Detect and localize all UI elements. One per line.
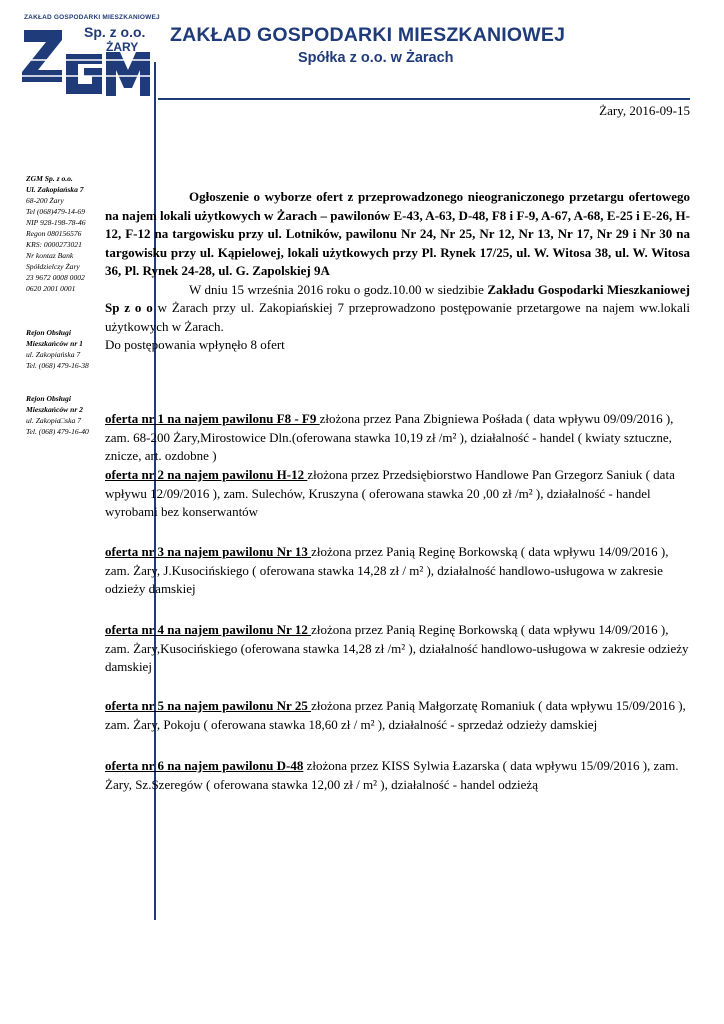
sidebar-line: Tel. (068) 479-16-40	[26, 427, 89, 436]
offer-label: oferta nr 2 na najem pawilonu H-12	[105, 467, 308, 482]
company-name: Zakładu Gospodarki Mieszkaniowej Sp z o o	[105, 281, 690, 315]
logo-top-text: ZAKŁAD GOSPODARKI MIESZKANIOWEJ	[24, 14, 160, 21]
logo-company-form: Sp. z o.o.	[84, 24, 146, 40]
header-divider	[158, 98, 690, 100]
company-logo	[22, 14, 162, 98]
offer-text: złożona przez Panią Małgorzatę Romaniuk ( data wpływu 15/09/2016 ), zam. Żary, Pokoju ( oferowana stawka 18,60 zł / m² ), działalność - sprzedaż odzieży damskiej	[105, 698, 686, 732]
offer-text: złożona przez KISS Sylwia Łazarska ( data wpływu 15/09/2016 ), zam. Żary, Sz.Szeregów ( oferowana stawka 12,00 zł / m² ), działalność - handel odzieżą	[105, 758, 679, 792]
sidebar-line: 23 9672 0008 0002	[26, 273, 85, 282]
offer-label: oferta nr 4 na najem pawilonu Nr 12	[105, 622, 312, 637]
offer-label: oferta nr 5 na najem pawilonu Nr 25	[105, 698, 312, 713]
offer-item	[105, 410, 690, 466]
logo-city: ŻARY	[106, 40, 139, 54]
offer-item	[105, 621, 690, 677]
paragraph-start: W dniu 15 września 2016 roku o godz.10.00 w siedzibie	[189, 281, 488, 297]
offers-count: Do postępowania wpłynęło 8 ofert	[105, 337, 285, 352]
sidebar-line: 68-200 Żary	[26, 196, 64, 205]
offer-item	[105, 466, 690, 522]
header-title: ZAKŁAD GOSPODARKI MIESZKANIOWEJ	[170, 24, 566, 46]
sidebar-line: NIP 928-198-78-46	[26, 218, 86, 227]
sidebar-line: Tel (068)479-14-69	[26, 207, 85, 216]
sidebar-line: Ul. Zakopiańska 7	[26, 185, 84, 194]
sidebar-line: 0620 2001 0001	[26, 284, 76, 293]
paragraph-end: w Żarach przy ul. Zakopiańskiej 7 przeprowadzono postępowanie przetargowe na najem ww.lokali użytkowych w Żarach.	[105, 300, 690, 334]
sidebar-line: Rejon Obsługi	[26, 328, 71, 337]
offer-item	[105, 697, 690, 734]
header-subtitle: Spółka z o.o. w Żarach	[298, 50, 454, 66]
offer-text: złożona przez Przedsiębiorstwo Handlowe Pan Grzegorz Saniuk ( data wpływu 12/09/2016 ), zam. Sulechów, Kruszyna ( oferowana stawka 20 ,00 zł /m² ), działalność - handel wyrobami bez konserwantów	[105, 467, 675, 519]
offer-label: oferta nr 6 na najem pawilonu D-48	[105, 758, 304, 773]
offer-text: złożona przez Panią Reginę Borkowską ( data wpływu 14/09/2016 ), zam. Żary,Kusocińskiego (oferowana stawka 14,28 zł /m² ), działalność handlowo-usługowa w zakresie odzieży damskiej	[105, 622, 689, 674]
offer-label: oferta nr 1 na najem pawilonu F8 - F9	[105, 411, 320, 426]
announcement-paragraph	[105, 281, 690, 337]
offer-label: oferta nr 3 na najem pawilonu Nr 13	[105, 544, 312, 559]
sidebar-line: Tel. (068) 479-16-38	[26, 361, 89, 370]
offer-item	[105, 757, 690, 794]
offer-text: złożona przez Panią Reginę Borkowską ( data wpływu 14/09/2016 ), zam. Żary, J.Kusocińskiego ( oferowana stawka 14,28 zł / m² ), działalność handlowo-usługowa w zakresie odzieży damskiej	[105, 544, 669, 596]
sidebar-line: Nr kontaz Bank	[26, 251, 74, 260]
sidebar-line: Rejon Obsługi	[26, 394, 71, 403]
announcement-title: Ogłoszenie o wyborze ofert z przeprowadzonego nieograniczonego przetargu ofertowego na najem lokali użytkowych w Żarach – pawilonów E-43, A-63, D-48, F8 i F-9, A-67, A-68, E-25 i E-26, H-12, F-12 na targowisku przy ul. Lotników, pawilonu Nr 24, Nr 25, Nr 12, Nr 13, Nr 17, Nr 29 i Nr 30 na targowisku przy ul. Kąpielowej, lokali użytkowych przy Pl. Rynek 17/25, ul. W. Witosa 38, ul. W. Witosa 36, Pl. Rynek 24-28, ul. G. Zapolskiej 9A	[105, 189, 690, 278]
sidebar-line: Regon 080156576	[26, 229, 82, 238]
document-date: Żary, 2016-09-15	[599, 103, 690, 118]
announcement	[105, 188, 690, 355]
offer-item	[105, 543, 690, 599]
sidebar-line: Mieszkańców nr 2	[26, 405, 83, 414]
offer-text: złożona przez Pana Zbigniewa Pośłada ( data wpływu 09/09/2016 ), zam. 68-200 Żary,Mirostowice Dln.(oferowana stawka 10,19 zł /m² ), działalność - handel ( kwiaty sztuczne, znicze, art. ozdobne )	[105, 411, 674, 463]
sidebar-line: ul. Zakopia□ska 7	[26, 416, 81, 425]
sidebar-line: Mieszkańców nr 1	[26, 339, 83, 348]
sidebar-line: ZGM Sp. z o.o.	[26, 174, 73, 183]
sidebar-line: ul. Zakopiańska 7	[26, 350, 81, 359]
sidebar-line: KRS: 0000273021	[26, 240, 82, 249]
sidebar-line: Spółdzielczy Żary	[26, 262, 80, 271]
